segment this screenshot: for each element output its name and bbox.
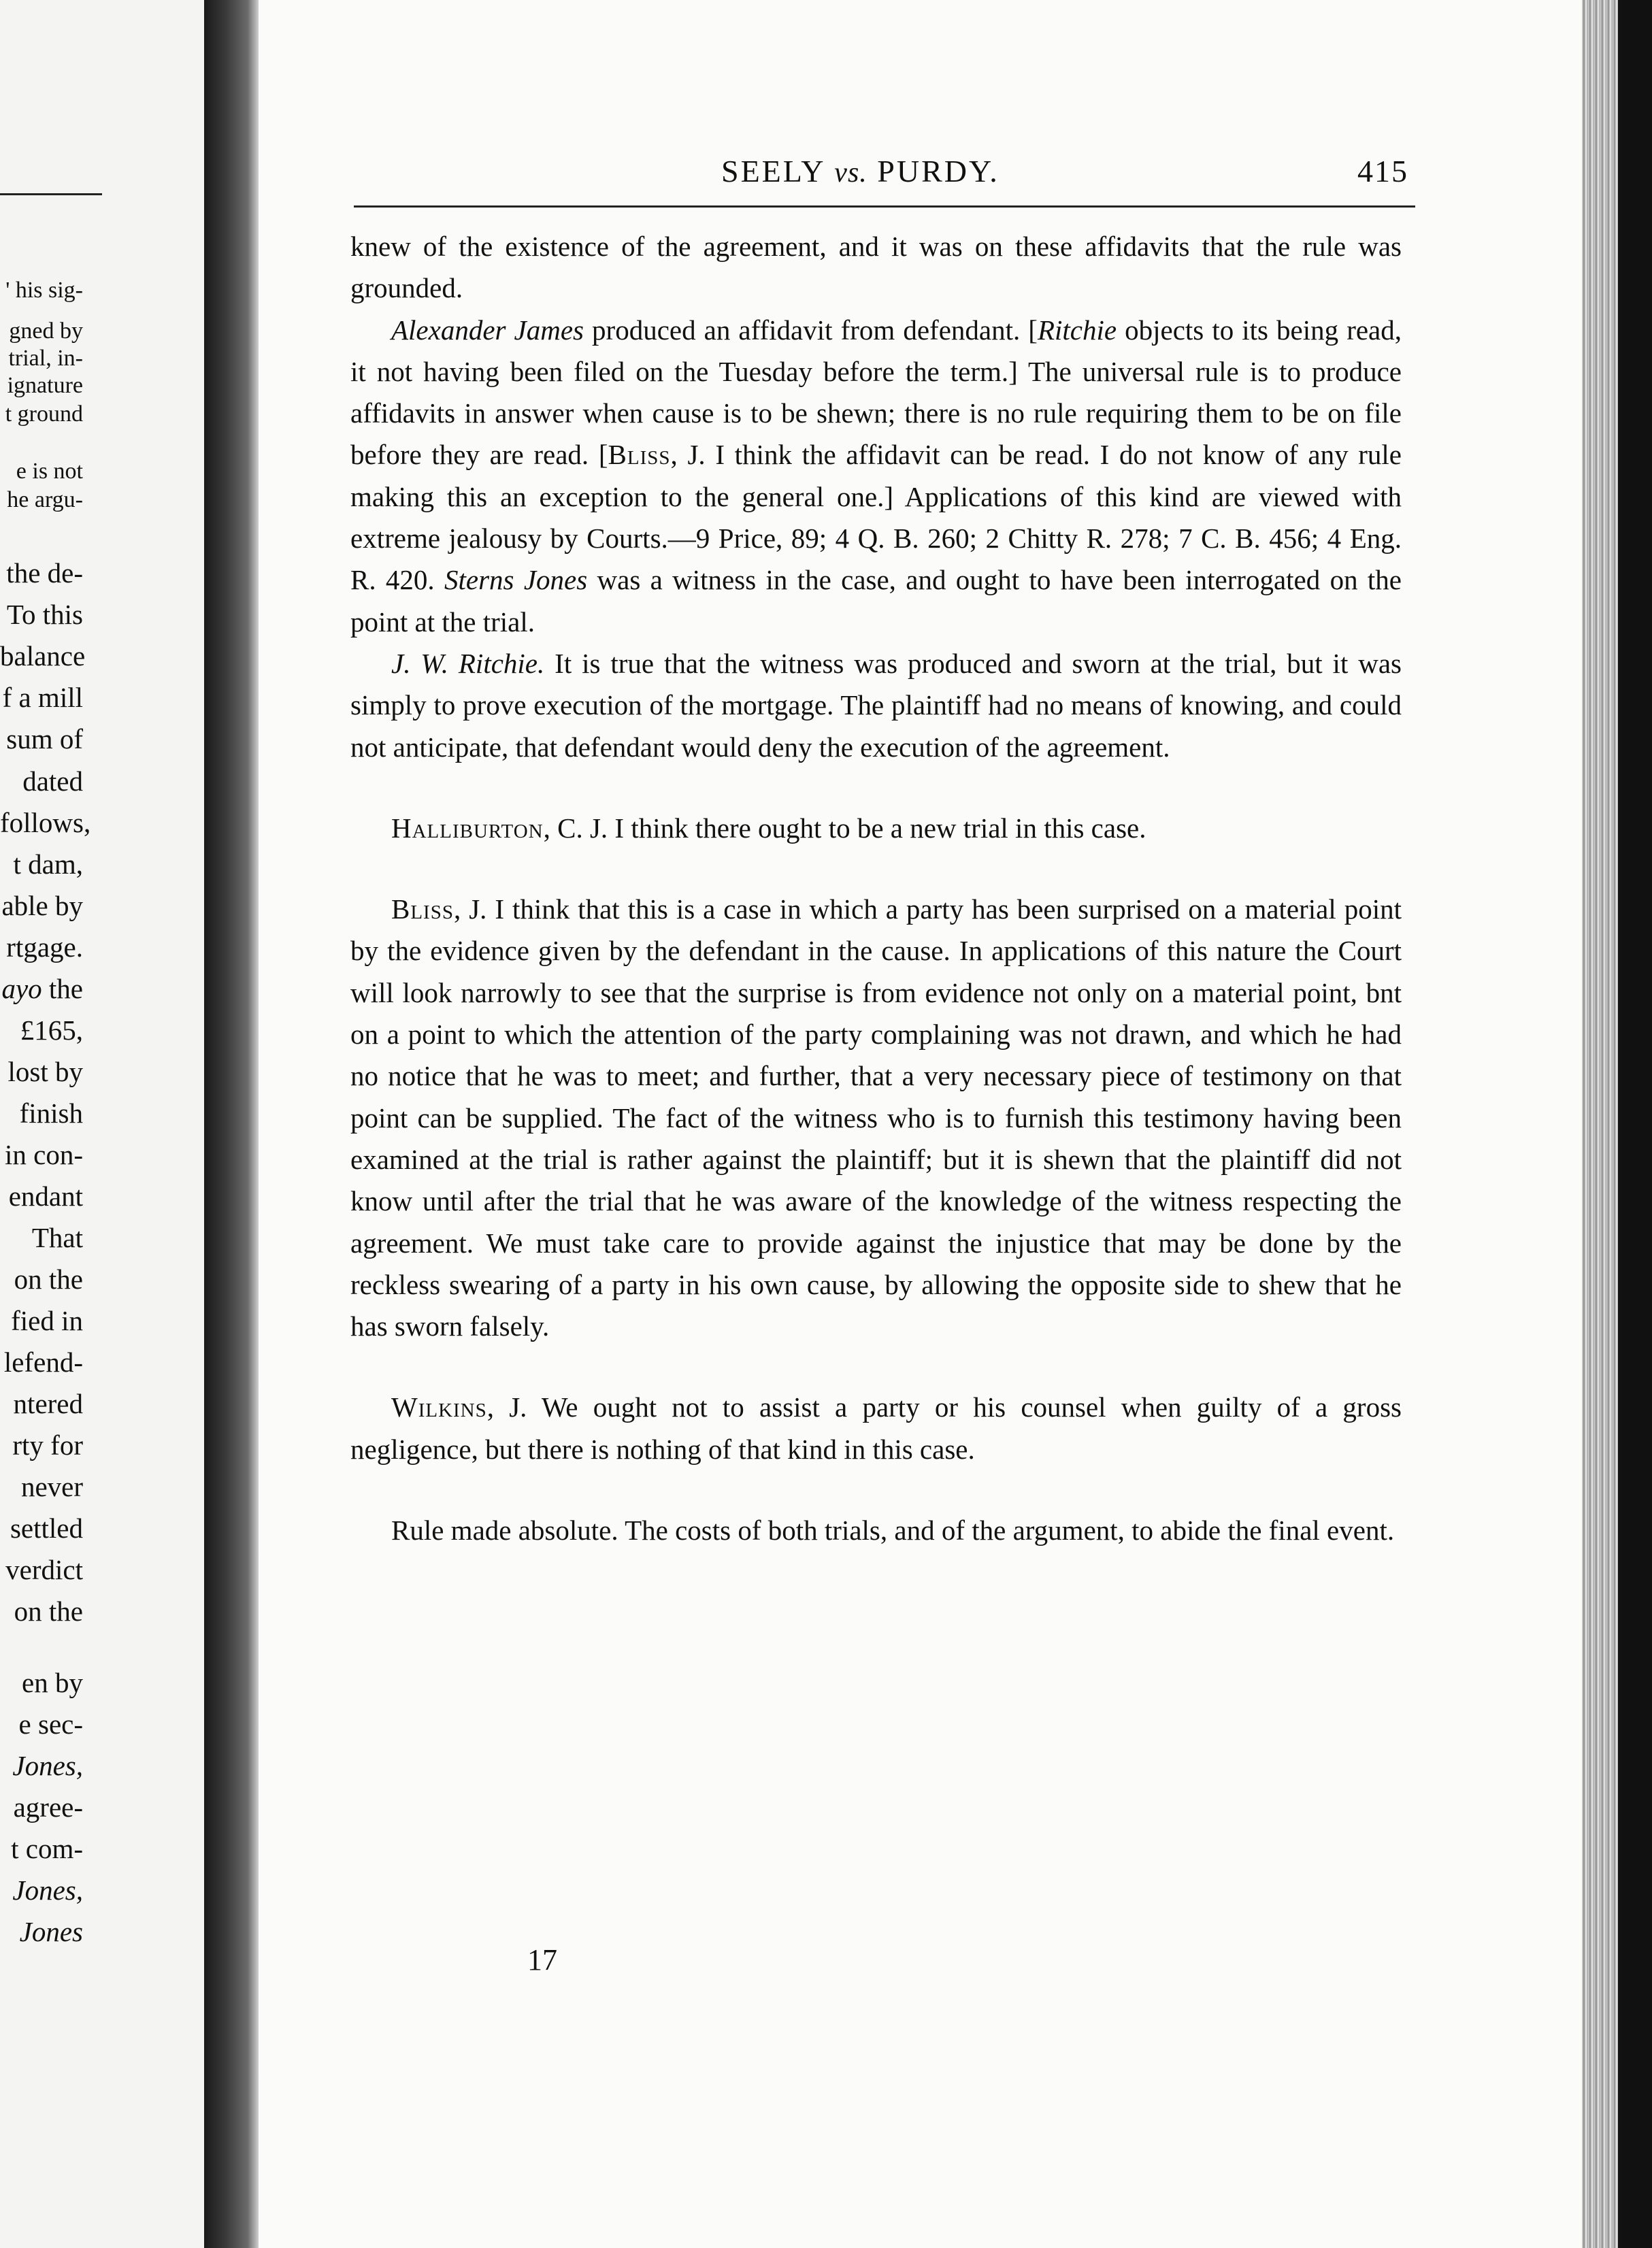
- facing-page-line: t dam,: [13, 848, 83, 880]
- witness-name: Sterns Jones: [444, 564, 588, 596]
- facing-page-line: e is not: [16, 459, 83, 484]
- speaker-name: Alexander James: [391, 314, 584, 346]
- facing-page-line: on the: [14, 1263, 83, 1295]
- paragraph-wilkins: Wilkins, J. We ought not to assist a party or his counsel when guilty of a gross negligence, but there is nothing of that kind in this case.: [350, 1391, 1402, 1465]
- facing-page-line: the de-: [6, 557, 83, 589]
- facing-page-line: Jones,: [12, 1750, 83, 1781]
- facing-page-line: finish: [19, 1097, 83, 1129]
- facing-page-line: sum of: [6, 723, 83, 755]
- case-left: SEELY: [721, 154, 825, 188]
- facing-page-line: verdict: [5, 1554, 83, 1585]
- body-text: [350, 226, 1402, 1551]
- facing-page-line: dated: [22, 765, 83, 797]
- facing-page-line: ntered: [13, 1388, 83, 1419]
- paragraph-ritchie: J. W. Ritchie. It is true that the witness was produced and sworn at the trial, but it was simply to prove execution of the mortgage. The plaintiff had no means of knowing, and could not anticipate, that defendant would deny the execution of the agreement.: [350, 647, 1402, 763]
- page-number: 415: [1357, 154, 1408, 188]
- facing-page-line: f a mill: [2, 682, 83, 713]
- judge-name: Wilkins: [391, 1391, 487, 1423]
- paragraph-halliburton: Halliburton, C. J. I think there ought to be a new trial in this case.: [391, 812, 1146, 844]
- facing-page-line: fied in: [11, 1305, 83, 1336]
- facing-page-line: he argu-: [7, 487, 83, 512]
- paragraph-bliss: Bliss, J. I think that this is a case in which a party has been surprised on a material point by the evidence given by the defendant in the cause. In applications of this nature the Court will look narrowly to see that the surprise is from evidence not only on a material point, bnt on a point to which the attention of the party complaining was not drawn, and which he had no notice that he was to meet; and further, that a very necessary piece of testimony on that point can be supplied. The fact of the witness who is to furnish this testimony having been examined at the trial is rather against the plaintiff; but it is shewn that the plaintiff did not know until after the trial that he was aware of the knowledge of the witness respecting the agreement. We must take care to provide against the injustice that may be done by the reckless swearing of a party in his own cause, by allowing the opposite side to shew that he has sworn falsely.: [350, 893, 1402, 1342]
- facing-page-line: e sec-: [18, 1708, 83, 1740]
- facing-page-line: never: [20, 1471, 83, 1502]
- facing-page-line: Jones: [19, 1916, 83, 1947]
- facing-page-line: t ground: [5, 401, 83, 427]
- facing-page-rule: [0, 193, 102, 195]
- book-gutter: [204, 0, 259, 2248]
- facing-page-line: rtgage.: [6, 931, 83, 963]
- page-edges: [1582, 0, 1652, 2248]
- facing-page-fragment: [0, 0, 204, 2248]
- facing-page-line: ' his sig-: [5, 278, 83, 303]
- facing-page-line: ayo the: [1, 973, 83, 1004]
- facing-page-line: trial, in-: [8, 346, 83, 371]
- judge-name: Halliburton: [391, 812, 544, 844]
- facing-page-line: balance: [0, 640, 86, 672]
- facing-page-line: rty for: [12, 1429, 83, 1461]
- facing-page-line: agree-: [13, 1791, 83, 1823]
- facing-page-line: ignature: [7, 373, 83, 398]
- facing-page-line: able by: [1, 890, 83, 921]
- facing-page-line: To this: [6, 599, 83, 630]
- facing-page-line: on the: [14, 1596, 83, 1627]
- speaker-name: Ritchie: [1037, 314, 1117, 346]
- facing-page-line: lefend-: [3, 1346, 83, 1378]
- facing-page-line: t com-: [11, 1833, 83, 1864]
- facing-page-line: Jones,: [12, 1874, 83, 1906]
- facing-page-line: That: [31, 1222, 83, 1253]
- case-vs: vs.: [834, 157, 868, 188]
- signature-mark: 17: [527, 1943, 557, 1977]
- facing-page-line: lost by: [7, 1056, 83, 1087]
- paragraph-continuation: knew of the existence of the agreement, and it was on these affidavits that the rule was grounded.: [350, 231, 1402, 304]
- facing-page-line: endant: [8, 1180, 83, 1212]
- judge-name: Bliss: [391, 893, 454, 925]
- case-title: [721, 153, 1000, 189]
- paragraph-ruling: Rule made absolute. The costs of both trials, and of the argument, to abide the final event.: [391, 1515, 1395, 1547]
- judge-name: Bliss: [608, 439, 671, 471]
- running-header: [721, 153, 1408, 194]
- facing-page-line: gned by: [9, 318, 83, 344]
- facing-page-line: settled: [10, 1513, 83, 1544]
- facing-page-line: £165,: [20, 1014, 83, 1046]
- speaker-name: J. W. Ritchie.: [391, 647, 545, 679]
- facing-page-line: en by: [22, 1667, 83, 1698]
- header-rule: [354, 205, 1415, 208]
- paragraph-james: Alexander James produced an affidavit from defendant. [Ritchie objects to its being read, it not having been filed on the Tuesday before the term.] The universal rule is to produce affidavits in answer when cause is to be shewn; there is no rule requiring them to be on file before they are read. [Bliss, J. I think the affidavit can be read. I do not know of any rule making this an exception to the general one.] Applications of this kind are viewed with extreme jealousy by Courts.—9 Price, 89; 4 Q. B. 260; 2 Chitty R. 278; 7 C. B. 456; 4 Eng. R. 420. Sterns Jones was a witness in the case, and ought to have been interrogated on the point at the trial.: [350, 314, 1402, 638]
- facing-page-line: follows,: [0, 807, 91, 838]
- facing-page-line: in con-: [5, 1139, 83, 1170]
- case-right: PURDY.: [877, 154, 1000, 188]
